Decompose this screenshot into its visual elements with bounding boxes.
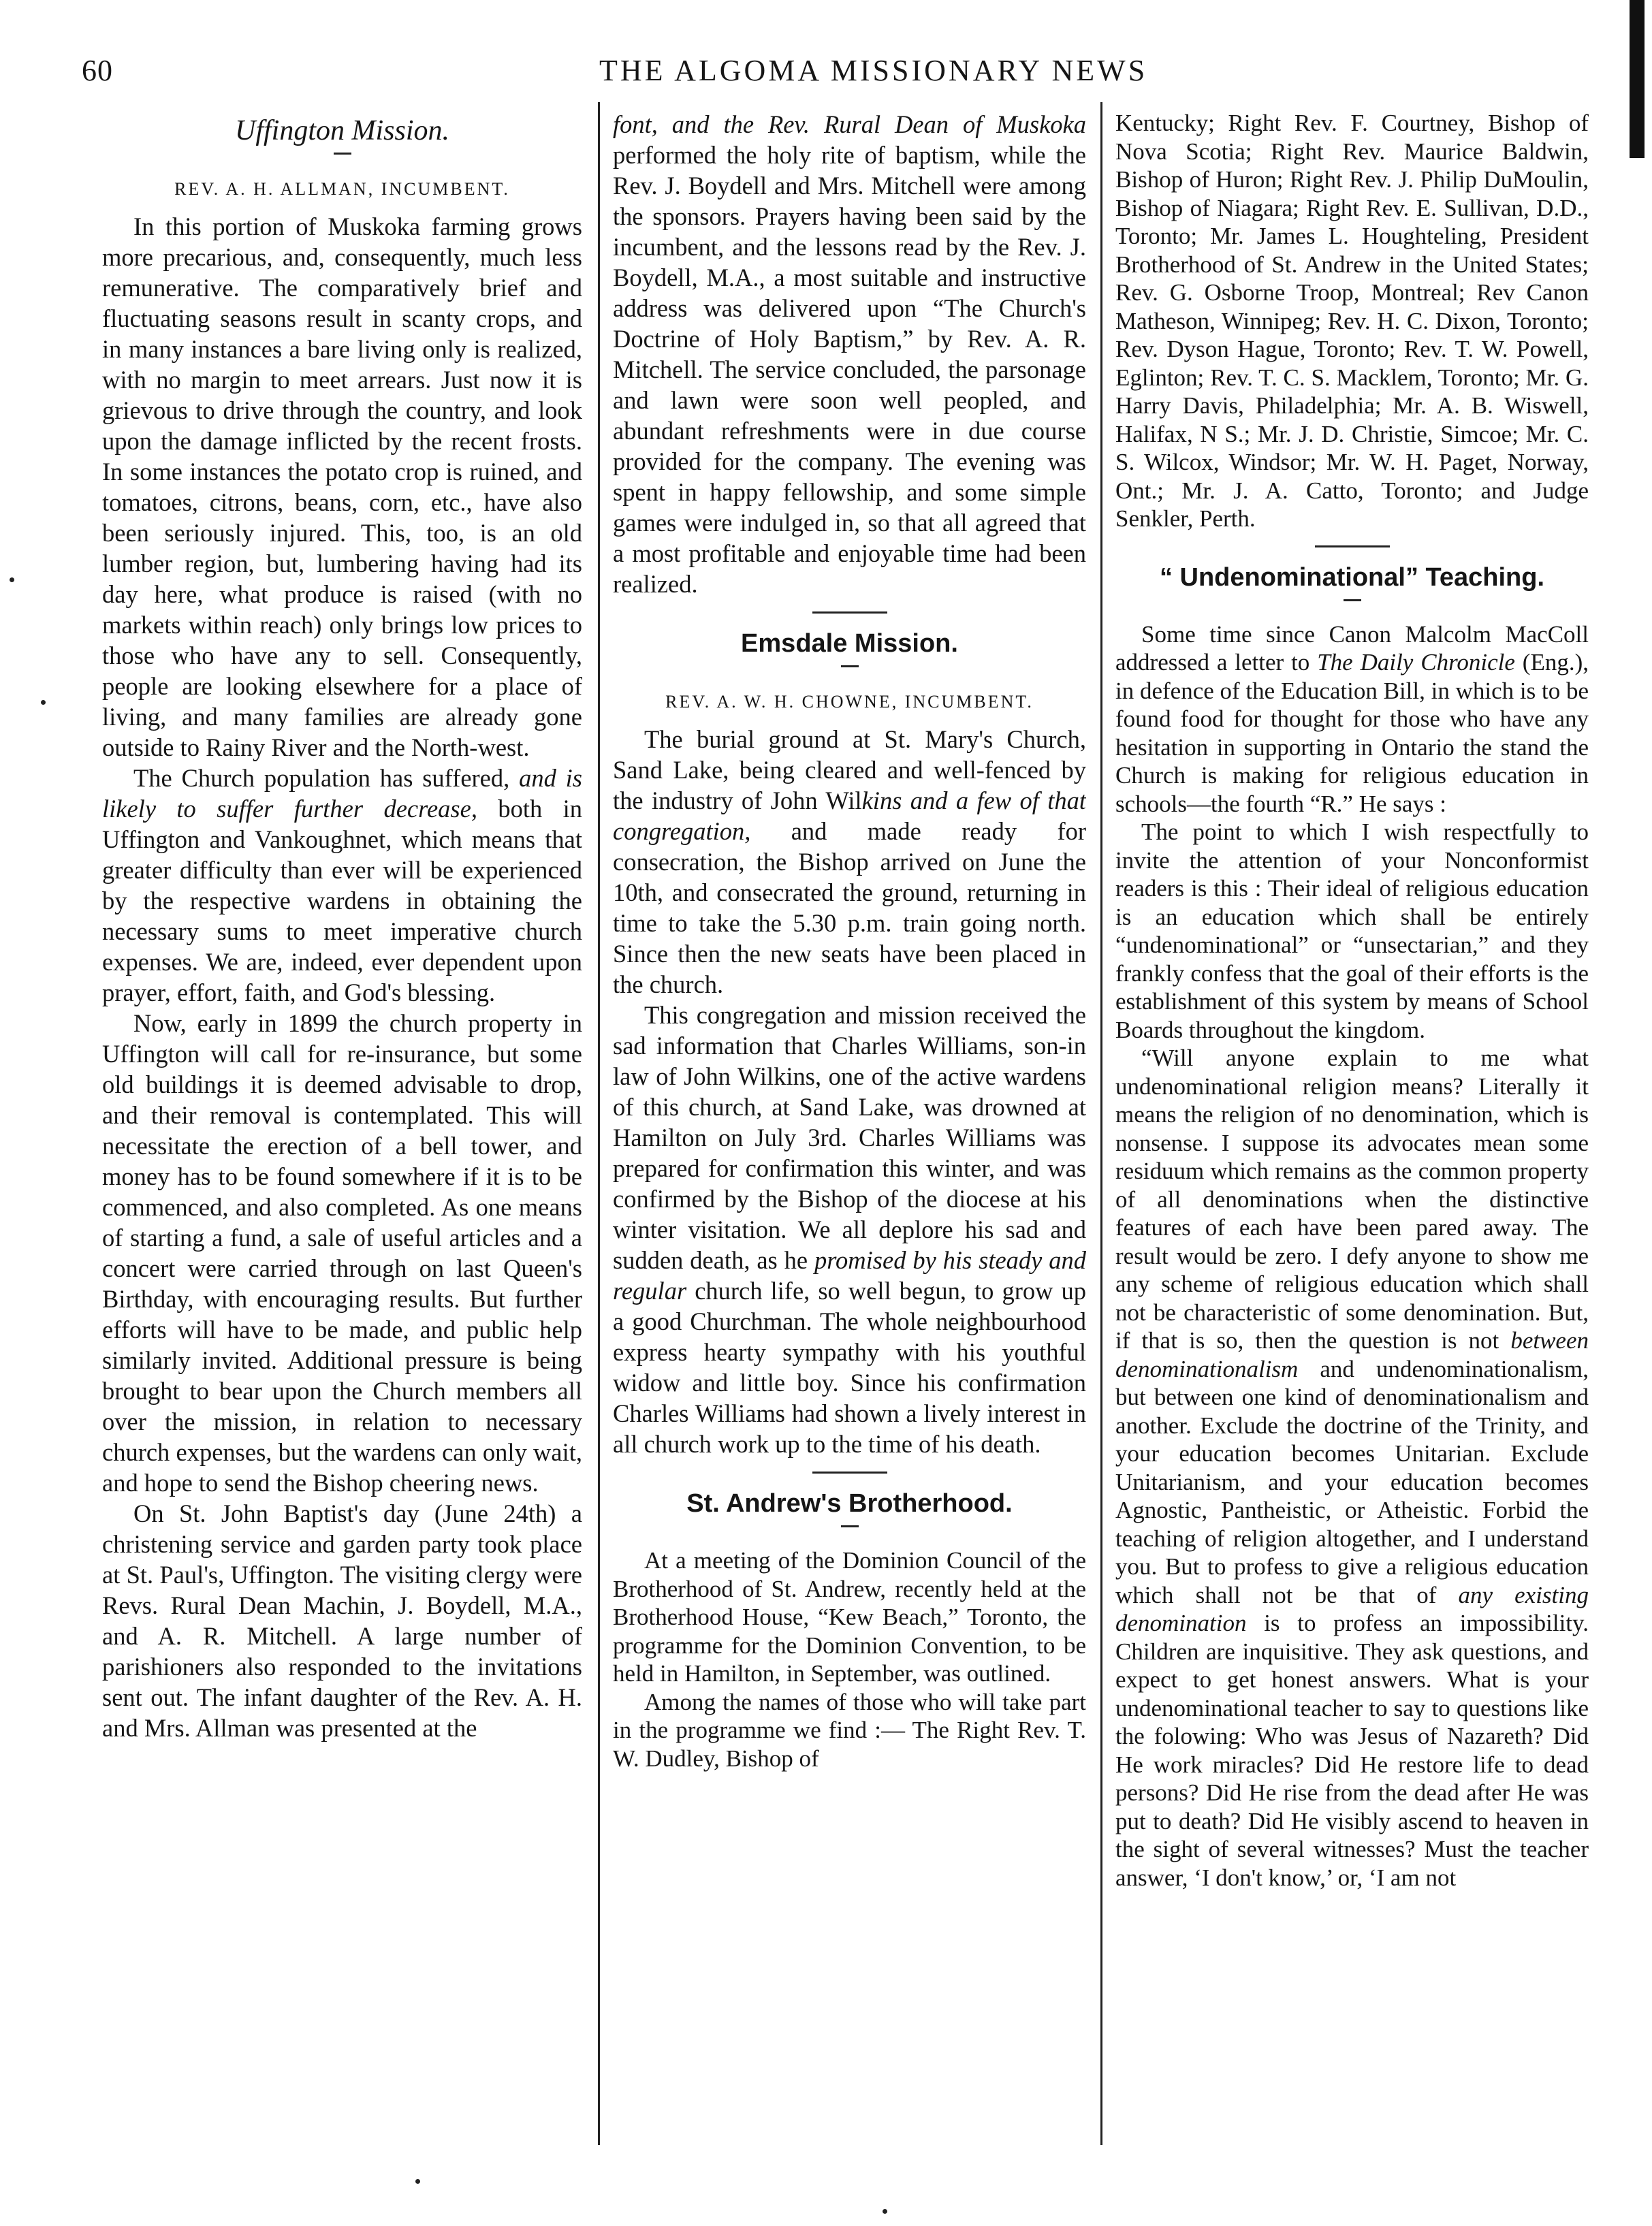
byline-uffington: REV. A. H. ALLMAN, INCUMBENT. bbox=[174, 179, 510, 199]
paragraph: The burial ground at St. Mary's Church, Sand Lake, being cleared and well-fenced by the industry of John Wilkins and a few of that congregation, and made ready for consecration, the Bishop arrived on June the 10th, and consecrated the ground, returning in time to take the 5.30 p.m. train going north. Since then the new seats have been placed in the church. bbox=[613, 725, 1086, 998]
page-number: 60 bbox=[82, 54, 113, 87]
column-3 bbox=[1115, 109, 1589, 2186]
paragraph: Kentucky; Right Rev. F. Courtney, Bishop of Nova Scotia; Right Rev. Maurice Baldwin, Bishop of Huron; Right Rev. J. Philip DuMoulin, Bishop of Niagara; Right Rev. E. Sullivan, D.D., Toronto; Mr. James L. Houghteling, President Brotherhood of St. Andrew in the United States; Rev. G. Osborne Troop, Montreal; Rev Canon Matheson, Winnipeg; Rev. H. C. Dixon, Toronto; Rev. Dyson Hague, Toronto; Rev. T. W. Powell, Eglinton; Rev. T. C. S. Macklem, Toronto; Mr. G. Harry Davis, Philadelphia; Mr. A. B. Wiswell, Halifax, N S.; Mr. J. D. Christie, Simcoe; Mr. C. S. Wilcox, Windsor; Mr. W. H. Paget, Norway, Ont.; Mr. J. A. Catto, Toronto; and Judge Senkler, Perth. bbox=[1115, 110, 1589, 532]
column-rule-right bbox=[1100, 102, 1102, 2145]
section-heading-undenominational: “ Undenominational” Teaching. bbox=[1159, 562, 1545, 592]
byline-emsdale: REV. A. W. H. CHOWNE, INCUMBENT. bbox=[665, 692, 1034, 712]
section-divider bbox=[812, 611, 887, 614]
running-head: THE ALGOMA MISSIONARY NEWS bbox=[599, 54, 1148, 87]
paragraph: In this portion of Muskoka farming grows more precarious, and, consequently, much less remunerative. The comparatively brief and fluctuating seasons result in scanty crops, and in many instances a bare living only is realized, with no margin to meet arrears. Just now it is grievous to drive through the country, and look upon the damage inflicted by the recent frosts. In some instances the potato crop is ruined, and tomatoes, citrons, beans, corn, etc., have also been seriously injured. This, too, is an old lumber region, but, lumbering having had its day here, what produce is raised (with no markets within reach) only brings low prices to those who have any to sell. Consequently, people are looking elsewhere for a place of living, and many families are already gone outside to Rainy River and the North-west. bbox=[102, 212, 582, 761]
section-heading-uffington: Uffington Mission. bbox=[234, 115, 450, 146]
paragraph: Among the names of those who will take part in the programme we find :— The Right Rev. T. W. Dudley, Bishop of bbox=[613, 1688, 1086, 1772]
print-speck bbox=[415, 2179, 420, 2184]
page-edge-mark bbox=[1630, 0, 1645, 158]
print-speck bbox=[10, 577, 14, 582]
paragraph: On St. John Baptist's day (June 24th) a christening service and garden party took place at St. Paul's, Uffington. The visiting clergy were Revs. Rural Dean Machin, J. Boydell, M.A., and A. R. Mitchell. A large number of parishioners also responded to the invitations sent out. The infant daughter of the Rev. A. H. and Mrs. Allman was presented at the bbox=[102, 1499, 582, 1742]
paragraph: The Church population has suffered, and is likely to suffer further decrease, both in Uffington and Vankoughnet, which means that greater difficulty than ever will be experienced by the respective wardens in obtaining the necessary sums to meet imperative church expenses. We are, indeed, ever dependent upon prayer, effort, faith, and God's blessing. bbox=[102, 764, 582, 1006]
section-divider bbox=[1315, 545, 1390, 547]
section-heading-emsdale: Emsdale Mission. bbox=[741, 629, 958, 658]
paragraph: The point to which I wish respectfully to invite the attention of your Nonconformist readers is this : Their ideal of religious education is an education which shall be entirely “undenominational” or “unsectarian,” and they frankly confess that the goal of their efforts is the establishment of this system by means of School Boards throughout the kingdom. bbox=[1115, 818, 1589, 1043]
paragraph: At a meeting of the Dominion Council of the Brotherhood of St. Andrew, recently held at the Brotherhood House, “Kew Beach,” Toronto, the programme for the Dominion Convention, to be held in Hamilton, in September, was outlined. bbox=[613, 1547, 1086, 1687]
paragraph: Some time since Canon Malcolm MacColl addressed a letter to The Daily Chronicle (Eng.), in defence of the Education Bill, in which is to be found food for thought for those who have any hesitation in supporting in Ontario the stand the Church is making for religious education in schools—the fourth “R.” He says : bbox=[1115, 620, 1589, 817]
paragraph: “Will anyone explain to me what undenominational religion means? Literally it means the religion of no denomination, which is nonsense. I suppose its advocates mean some residuum which remains as the common property of all denominations when the distinctive features of each have been pared away. The result would be zero. I defy anyone to show me any scheme of religious education which shall not be characteristic of some denomination. But, if that is so, then the question is not between denominationalism and undenominationalism, but between one kind of denominationalism and another. Exclude the doctrine of the Trinity, and your education becomes Unitarian. Exclude Unitarianism, and your education becomes Agnostic, Pantheistic, or Atheistic. Forbid the teaching of religion altogether, and I understand you. But to profess to give a religious education which shall not be that of any existing denomination is to profess an impossibility. Children are inquisitive. They ask questions, and expect to get honest answers. What is your undenominational teacher to say to questions like the folowing: Who was Jesus of Nazareth? Did He work miracles? Did He restore life to dead persons? Did He rise from the dead after He was put to death? Did He visibly ascend to heaven in the sight of several witnesses? Must the teacher answer, ‘I don't know,’ or, ‘I am not bbox=[1115, 1045, 1589, 1891]
paragraph: Now, early in 1899 the church property in Uffington will call for re-insurance, but some old buildings it is deemed advisable to drop, and their removal is contemplated. This will necessitate the erection of a bell tower, and money has to be found somewhere if it is to be commenced, and also completed. As one means of starting a fund, a sale of useful articles and a concert were carried through on last Queen's Birthday, with encouraging results. But further efforts will have to be made, and public help similarly invited. Additional pressure is being brought to bear upon the Church members all over the mission, in relation to necessary church expenses, but the wardens can only wait, and hope to send the Bishop cheering news. bbox=[102, 1009, 582, 1497]
column-2 bbox=[613, 109, 1086, 2186]
print-speck bbox=[41, 700, 46, 705]
section-divider bbox=[812, 1472, 887, 1474]
paragraph: font, and the Rev. Rural Dean of Muskoka performed the holy rite of baptism, while the Rev. J. Boydell and Mrs. Mitchell were among the sponsors. Prayers having been said by the incumbent, and the lessons read by the Rev. J. Boydell, M.A., a most suitable and instructive address was delivered upon “The Church's Doctrine of Holy Baptism,” by Rev. A. R. Mitchell. The service concluded, the parsonage and lawn were soon well peopled, and abundant refreshments were in due course provided for the company. The evening was spent in happy fellowship, and some simple games were indulged in, so that all agreed that a most profitable and enjoyable time had been realized. bbox=[613, 110, 1086, 598]
heading-dash bbox=[1344, 599, 1361, 601]
paragraph: This congregation and mission received the sad information that Charles Williams, son-in law of John Wilkins, one of the active wardens of this church, at Sand Lake, was drowned at Hamilton on July 3rd. Charles Williams was prepared for confirmation this winter, and was confirmed by the Bishop of the diocese at his winter visitation. We all deplore his sad and sudden death, as he promised by his steady and regular church life, so well begun, to grow up a good Churchman. The whole neighbourhood express hearty sympathy with his youthful widow and little boy. Since his confirmation Charles Williams had shown a lively interest in all church work up to the time of his death. bbox=[613, 1001, 1086, 1458]
heading-dash bbox=[841, 665, 859, 667]
column-1 bbox=[102, 109, 582, 2186]
print-speck bbox=[883, 2209, 887, 2214]
section-heading-st-andrews: St. Andrew's Brotherhood. bbox=[686, 1489, 1013, 1518]
heading-dash bbox=[334, 153, 351, 155]
heading-dash bbox=[841, 1525, 859, 1527]
column-rule-left bbox=[598, 102, 600, 2145]
